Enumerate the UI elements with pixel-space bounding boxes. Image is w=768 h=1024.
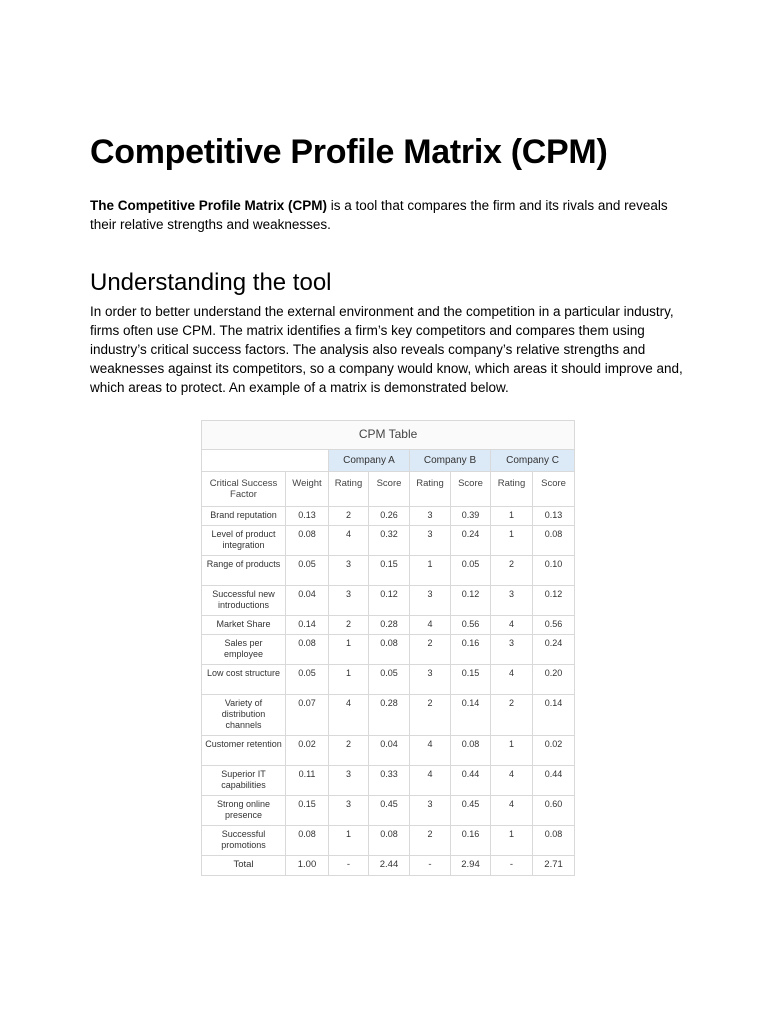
rating-column-header: Rating <box>491 472 533 507</box>
company-c-rating-cell: 3 <box>491 635 533 665</box>
company-b-score-cell: 0.12 <box>451 586 491 616</box>
factor-cell: Customer retention <box>202 736 286 766</box>
company-a-score-cell: 0.32 <box>369 526 410 556</box>
company-a-score-cell: 0.28 <box>369 695 410 736</box>
rating-column-header: Rating <box>410 472 451 507</box>
company-b-header: Company B <box>410 450 491 472</box>
section-heading: Understanding the tool <box>90 269 332 296</box>
company-c-rating-cell: 3 <box>491 586 533 616</box>
company-b-rating-cell: 4 <box>410 766 451 796</box>
company-b-rating-cell: 3 <box>410 796 451 826</box>
weight-cell: 0.14 <box>286 616 329 635</box>
factor-cell: Sales per employee <box>202 635 286 665</box>
company-c-score-cell: 0.20 <box>533 665 575 695</box>
weight-cell: 0.08 <box>286 826 329 856</box>
weight-cell: 0.05 <box>286 665 329 695</box>
weight-cell: 0.15 <box>286 796 329 826</box>
company-c-score-cell: 0.60 <box>533 796 575 826</box>
table-row <box>202 635 575 665</box>
company-c-score-cell: 0.10 <box>533 556 575 586</box>
header-spacer <box>202 450 329 472</box>
company-c-rating-cell: 4 <box>491 766 533 796</box>
company-a-rating-cell: 2 <box>329 616 369 635</box>
company-a-rating-cell: 2 <box>329 736 369 766</box>
factor-column-header: Critical Success Factor <box>202 472 286 507</box>
company-a-score-cell: 0.45 <box>369 796 410 826</box>
cpm-table <box>201 420 575 876</box>
weight-cell: 0.13 <box>286 507 329 526</box>
company-c-rating-cell: 1 <box>491 526 533 556</box>
company-a-rating-cell: 4 <box>329 526 369 556</box>
company-c-score-cell: 0.56 <box>533 616 575 635</box>
factor-cell: Strong online presence <box>202 796 286 826</box>
company-c-score-cell: 0.08 <box>533 826 575 856</box>
company-c-rating-cell: 4 <box>491 665 533 695</box>
company-c-rating-cell: 4 <box>491 796 533 826</box>
company-c-rating-cell: 2 <box>491 695 533 736</box>
cpm-table-body <box>202 507 575 876</box>
company-a-rating-cell: 1 <box>329 665 369 695</box>
weight-cell: 0.04 <box>286 586 329 616</box>
company-b-score-cell: 0.05 <box>451 556 491 586</box>
total-company-b-rating-cell: - <box>410 856 451 876</box>
company-c-rating-cell: 2 <box>491 556 533 586</box>
company-b-score-cell: 0.15 <box>451 665 491 695</box>
company-a-score-cell: 0.15 <box>369 556 410 586</box>
company-b-rating-cell: 3 <box>410 507 451 526</box>
company-a-rating-cell: 3 <box>329 796 369 826</box>
score-column-header: Score <box>533 472 575 507</box>
factor-cell: Successful promotions <box>202 826 286 856</box>
company-b-rating-cell: 3 <box>410 665 451 695</box>
company-c-score-cell: 0.08 <box>533 526 575 556</box>
company-a-header: Company A <box>329 450 410 472</box>
company-a-rating-cell: 3 <box>329 586 369 616</box>
factor-cell: Market Share <box>202 616 286 635</box>
company-c-score-cell: 0.02 <box>533 736 575 766</box>
company-a-score-cell: 0.26 <box>369 507 410 526</box>
company-a-rating-cell: 4 <box>329 695 369 736</box>
intro-text: is a tool that compares the firm and its rivals and reveals their relative strengths and weaknesses. <box>90 198 668 232</box>
table-row <box>202 665 575 695</box>
section-paragraph: In order to better understand the external environment and the competition in a particular industry, firms often use CPM. The matrix identifies a firm’s key competitors and compares them using industry’s critical success factors. The analysis also reveals company’s relative strengths and weaknesses against its competitors, so a company would know, which areas it should improve and, which areas to protect. An example of a matrix is demonstrated below. <box>90 304 683 395</box>
table-row <box>202 556 575 586</box>
company-b-score-cell: 0.16 <box>451 826 491 856</box>
total-company-b-score-cell: 2.94 <box>451 856 491 876</box>
company-b-rating-cell: 1 <box>410 556 451 586</box>
score-column-header: Score <box>369 472 410 507</box>
company-c-score-cell: 0.44 <box>533 766 575 796</box>
company-c-rating-cell: 1 <box>491 736 533 766</box>
company-b-score-cell: 0.14 <box>451 695 491 736</box>
table-caption: CPM Table <box>202 421 575 450</box>
total-company-c-rating-cell: - <box>491 856 533 876</box>
company-a-rating-cell: 1 <box>329 826 369 856</box>
company-a-rating-cell: 1 <box>329 635 369 665</box>
company-b-score-cell: 0.16 <box>451 635 491 665</box>
table-row <box>202 695 575 736</box>
company-c-rating-cell: 4 <box>491 616 533 635</box>
company-b-rating-cell: 2 <box>410 635 451 665</box>
weight-column-header: Weight <box>286 472 329 507</box>
company-b-score-cell: 0.44 <box>451 766 491 796</box>
table-row <box>202 507 575 526</box>
factor-cell: Range of products <box>202 556 286 586</box>
weight-cell: 0.05 <box>286 556 329 586</box>
factor-cell: Variety of distribution channels <box>202 695 286 736</box>
company-c-score-cell: 0.24 <box>533 635 575 665</box>
weight-cell: 0.07 <box>286 695 329 736</box>
company-c-score-cell: 0.12 <box>533 586 575 616</box>
company-c-rating-cell: 1 <box>491 826 533 856</box>
table-row <box>202 826 575 856</box>
company-a-score-cell: 0.12 <box>369 586 410 616</box>
company-c-header: Company C <box>491 450 575 472</box>
cpm-table-figure <box>201 420 574 876</box>
factor-cell: Level of product integration <box>202 526 286 556</box>
company-b-rating-cell: 2 <box>410 826 451 856</box>
company-b-score-cell: 0.24 <box>451 526 491 556</box>
company-b-score-cell: 0.56 <box>451 616 491 635</box>
total-row <box>202 856 575 876</box>
company-b-score-cell: 0.45 <box>451 796 491 826</box>
company-a-score-cell: 0.05 <box>369 665 410 695</box>
weight-cell: 0.08 <box>286 635 329 665</box>
table-row <box>202 736 575 766</box>
company-a-rating-cell: 3 <box>329 556 369 586</box>
company-b-score-cell: 0.39 <box>451 507 491 526</box>
factor-cell: Low cost structure <box>202 665 286 695</box>
company-a-score-cell: 0.33 <box>369 766 410 796</box>
company-b-rating-cell: 2 <box>410 695 451 736</box>
factor-cell: Successful new introductions <box>202 586 286 616</box>
rating-column-header: Rating <box>329 472 369 507</box>
table-row <box>202 796 575 826</box>
company-c-rating-cell: 1 <box>491 507 533 526</box>
table-row <box>202 586 575 616</box>
company-a-score-cell: 0.08 <box>369 826 410 856</box>
total-factor-cell: Total <box>202 856 286 876</box>
total-weight-cell: 1.00 <box>286 856 329 876</box>
company-a-score-cell: 0.08 <box>369 635 410 665</box>
table-row <box>202 766 575 796</box>
total-company-a-rating-cell: - <box>329 856 369 876</box>
company-a-rating-cell: 2 <box>329 507 369 526</box>
company-b-rating-cell: 4 <box>410 736 451 766</box>
weight-cell: 0.08 <box>286 526 329 556</box>
intro-paragraph <box>90 196 690 234</box>
score-column-header: Score <box>451 472 491 507</box>
company-b-score-cell: 0.08 <box>451 736 491 766</box>
company-a-score-cell: 0.04 <box>369 736 410 766</box>
company-b-rating-cell: 4 <box>410 616 451 635</box>
factor-cell: Superior IT capabilities <box>202 766 286 796</box>
company-a-score-cell: 0.28 <box>369 616 410 635</box>
company-a-rating-cell: 3 <box>329 766 369 796</box>
company-c-score-cell: 0.13 <box>533 507 575 526</box>
weight-cell: 0.11 <box>286 766 329 796</box>
total-company-a-score-cell: 2.44 <box>369 856 410 876</box>
total-company-c-score-cell: 2.71 <box>533 856 575 876</box>
factor-cell: Brand reputation <box>202 507 286 526</box>
page-title: Competitive Profile Matrix (CPM) <box>90 133 608 171</box>
table-row <box>202 616 575 635</box>
table-row <box>202 526 575 556</box>
intro-bold-term: The Competitive Profile Matrix (CPM) <box>90 198 328 213</box>
company-b-rating-cell: 3 <box>410 586 451 616</box>
company-c-score-cell: 0.14 <box>533 695 575 736</box>
weight-cell: 0.02 <box>286 736 329 766</box>
company-b-rating-cell: 3 <box>410 526 451 556</box>
